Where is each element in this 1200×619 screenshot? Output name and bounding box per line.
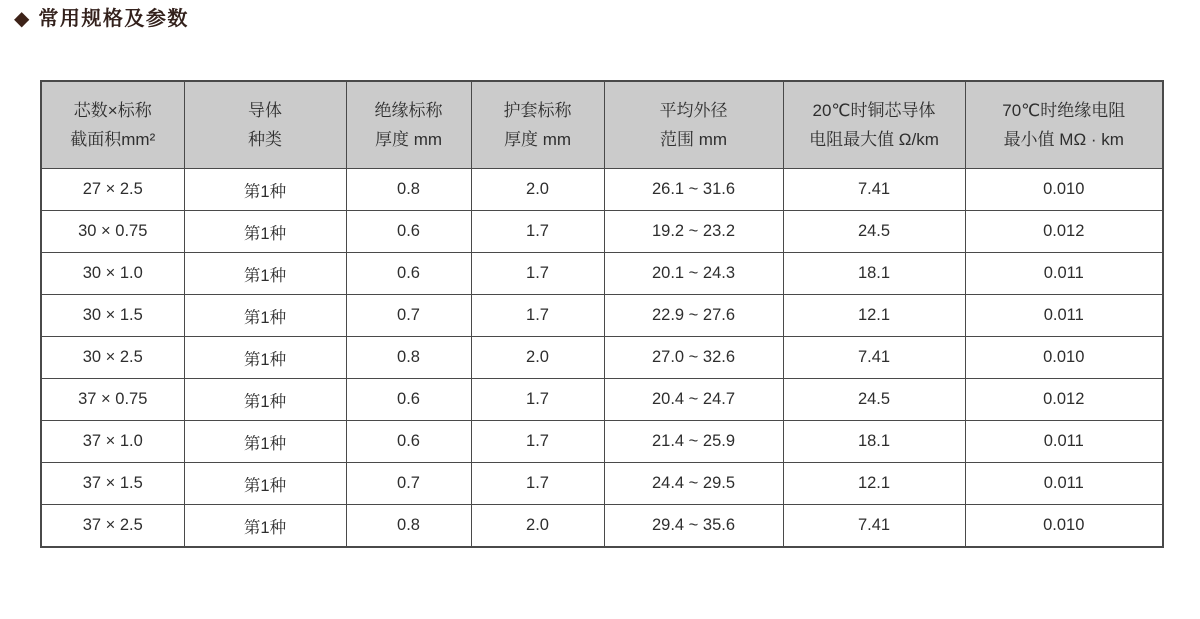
- table-cell: 30 × 1.5: [41, 295, 184, 337]
- table-cell: 0.8: [346, 169, 471, 211]
- table-cell: 0.011: [965, 253, 1163, 295]
- header-line: 绝缘标称: [374, 101, 443, 120]
- table-cell: 1.7: [471, 421, 604, 463]
- table-row: [41, 505, 1163, 548]
- table-cell: 30 × 2.5: [41, 337, 184, 379]
- table-cell: 1.7: [471, 295, 604, 337]
- header-line: 70℃时绝缘电阻: [1002, 101, 1126, 120]
- header-line: 种类: [248, 130, 282, 149]
- table-cell: 1.7: [471, 463, 604, 505]
- table-cell: 第1种: [184, 169, 346, 211]
- table-cell: 0.012: [965, 379, 1163, 421]
- table-cell: 2.0: [471, 337, 604, 379]
- table-cell: 第1种: [184, 253, 346, 295]
- header-line: 芯数×标称: [73, 101, 152, 120]
- table-row: [41, 253, 1163, 295]
- header-line: 电阻最大值 Ω/km: [809, 130, 939, 149]
- table-cell: 2.0: [471, 169, 604, 211]
- header-line: 护套标称: [503, 101, 572, 120]
- table-cell: 0.010: [965, 337, 1163, 379]
- table-row: [41, 379, 1163, 421]
- table-cell: 12.1: [783, 295, 965, 337]
- header-line: 厚度 mm: [374, 130, 443, 149]
- table-row: [41, 295, 1163, 337]
- table-cell: 第1种: [184, 505, 346, 548]
- table-cell: 第1种: [184, 211, 346, 253]
- spec-table-header: [41, 81, 1163, 169]
- table-cell: 0.7: [346, 463, 471, 505]
- header-line: 导体: [248, 101, 282, 120]
- table-cell: 第1种: [184, 379, 346, 421]
- table-cell: 第1种: [184, 463, 346, 505]
- table-cell: 37 × 0.75: [41, 379, 184, 421]
- table-cell: 0.6: [346, 379, 471, 421]
- table-cell: 12.1: [783, 463, 965, 505]
- header-cell-insulation-thickness: [346, 81, 471, 169]
- table-row: [41, 211, 1163, 253]
- header-cell-cores-section: [41, 81, 184, 169]
- table-cell: 0.011: [965, 463, 1163, 505]
- spec-table-body: [41, 169, 1163, 548]
- section-title-text: 常用规格及参数: [38, 8, 189, 30]
- table-cell: 0.011: [965, 295, 1163, 337]
- table-cell: 37 × 1.0: [41, 421, 184, 463]
- header-line: 截面积mm²: [70, 130, 156, 149]
- table-cell: 0.012: [965, 211, 1163, 253]
- header-line: 20℃时铜芯导体: [812, 101, 936, 120]
- table-cell: 0.8: [346, 505, 471, 548]
- header-line: 平均外径: [659, 101, 728, 120]
- table-row: [41, 463, 1163, 505]
- table-cell: 0.7: [346, 295, 471, 337]
- table-cell: 20.1 ~ 24.3: [604, 253, 783, 295]
- table-cell: 27.0 ~ 32.6: [604, 337, 783, 379]
- table-cell: 7.41: [783, 505, 965, 548]
- table-cell: 0.8: [346, 337, 471, 379]
- header-cell-conductor-type: [184, 81, 346, 169]
- header-row: [41, 81, 1163, 169]
- table-cell: 第1种: [184, 295, 346, 337]
- section-title: [14, 9, 189, 29]
- table-cell: 30 × 0.75: [41, 211, 184, 253]
- table-cell: 0.011: [965, 421, 1163, 463]
- table-cell: 20.4 ~ 24.7: [604, 379, 783, 421]
- header-line: 范围 mm: [659, 130, 728, 149]
- table-cell: 0.010: [965, 505, 1163, 548]
- table-cell: 7.41: [783, 337, 965, 379]
- table-cell: 37 × 1.5: [41, 463, 184, 505]
- table-cell: 第1种: [184, 421, 346, 463]
- header-cell-outer-diameter: [604, 81, 783, 169]
- table-cell: 0.6: [346, 253, 471, 295]
- table-cell: 7.41: [783, 169, 965, 211]
- table-cell: 0.6: [346, 211, 471, 253]
- table-cell: 26.1 ~ 31.6: [604, 169, 783, 211]
- table-cell: 1.7: [471, 379, 604, 421]
- table-cell: 21.4 ~ 25.9: [604, 421, 783, 463]
- table-row: [41, 169, 1163, 211]
- header-cell-sheath-thickness: [471, 81, 604, 169]
- table-cell: 27 × 2.5: [41, 169, 184, 211]
- table-cell: 1.7: [471, 211, 604, 253]
- table-cell: 19.2 ~ 23.2: [604, 211, 783, 253]
- table-cell: 0.010: [965, 169, 1163, 211]
- table-cell: 第1种: [184, 337, 346, 379]
- table-cell: 22.9 ~ 27.6: [604, 295, 783, 337]
- table-cell: 37 × 2.5: [41, 505, 184, 548]
- header-line: 厚度 mm: [503, 130, 572, 149]
- table-row: [41, 337, 1163, 379]
- header-cell-insulation-resistance: [965, 81, 1163, 169]
- table-cell: 1.7: [471, 253, 604, 295]
- spec-table: [40, 80, 1164, 548]
- table-cell: 24.5: [783, 211, 965, 253]
- table-cell: 29.4 ~ 35.6: [604, 505, 783, 548]
- table-cell: 18.1: [783, 421, 965, 463]
- table-cell: 0.6: [346, 421, 471, 463]
- table-row: [41, 421, 1163, 463]
- table-cell: 24.4 ~ 29.5: [604, 463, 783, 505]
- table-cell: 18.1: [783, 253, 965, 295]
- table-cell: 24.5: [783, 379, 965, 421]
- table-cell: 2.0: [471, 505, 604, 548]
- diamond-bullet-icon: ◆: [14, 8, 30, 30]
- header-cell-conductor-resistance: [783, 81, 965, 169]
- header-line: 最小值 MΩ · km: [1003, 130, 1124, 149]
- table-cell: 30 × 1.0: [41, 253, 184, 295]
